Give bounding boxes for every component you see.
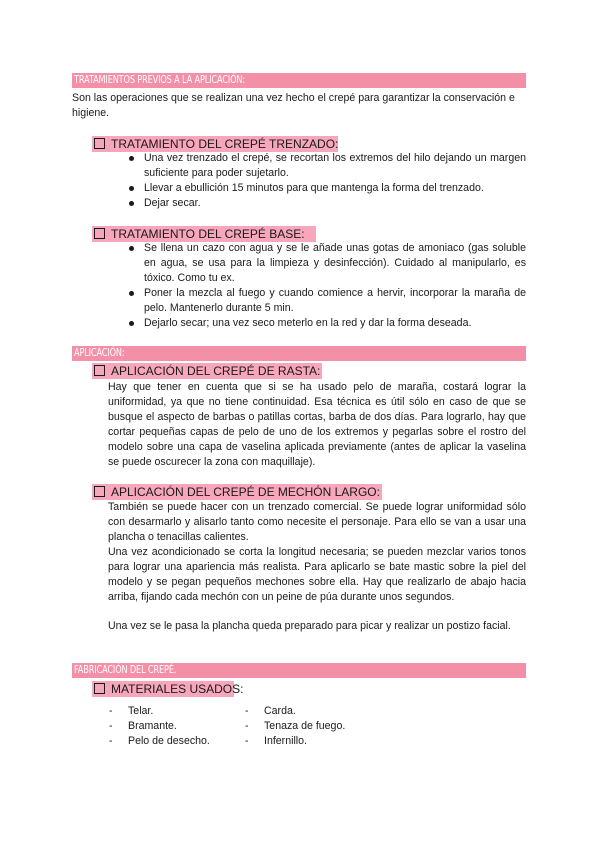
section-header-fabricacion (72, 663, 526, 678)
subheader-title: APLICACIÓN DEL CREPÉ DE MECHÓN LARGO: (111, 485, 380, 499)
section-header-tratamientos (72, 73, 526, 88)
checkbox-icon (94, 683, 105, 694)
list-item: Dejarlo secar; una vez seco meterlo en la red y dar la forma deseada. (128, 316, 526, 331)
subheader-base (92, 226, 316, 242)
list-item: Poner la mezcla al fuego y cuando comience a hervir, incorporar la maraña de pelo. Mantenerlo durante 5 min. (128, 286, 526, 316)
trenzado-list (128, 151, 526, 211)
subheader-title: APLICACIÓN DEL CREPÉ DE RASTA: (111, 364, 321, 378)
subheader-materiales (92, 681, 244, 697)
subheader-title: MATERIALES USADOS: (111, 682, 244, 696)
section-title: TRATAMIENTOS PREVIOS A LA APLICACIÓN: (74, 74, 245, 86)
materiales-column-1 (109, 704, 210, 749)
subheader-mechon (92, 484, 382, 500)
mechon-paragraph-2: Una vez acondicionado se corta la longitud necesaria; se pueden mezclar varios tonos para lograr una apariencia más realista. Para aplicarlo se bate mastic sobre la piel del modelo y se pegan pequeños mechones sobre ella. Hay que realizarlo de abajo hacia arriba, fijando cada mechón con un peine de púa durante unos segundos. (108, 546, 526, 603)
intro-paragraph: Son las operaciones que se realizan una vez hecho el crepé para garantizar la conservación e higiene. (72, 92, 515, 119)
subheader-rasta (92, 363, 322, 379)
list-item: Una vez trenzado el crepé, se recortan los extremos del hilo dejando un margen suficiente para poder sujetarlo. (128, 151, 526, 181)
section-title: FABRICACIÓN DEL CREPÉ. (74, 664, 177, 676)
checkbox-icon (94, 365, 105, 376)
mechon-paragraph-1: También se puede hacer con un trenzado comercial. Se puede lograr uniformidad sólo con desarmarlo y alisarlo tanto como necesite el personaje. Para ello se van a usar una plancha o tenacillas calientes. (108, 501, 526, 543)
list-item: - Carda. (245, 705, 296, 717)
list-item: - Tenaza de fuego. (245, 720, 346, 732)
list-item: Dejar secar. (128, 196, 526, 211)
subheader-title: TRATAMIENTO DEL CREPÉ BASE: (111, 227, 305, 241)
list-item: - Infernillo. (245, 735, 307, 747)
section-title: APLICACIÓN: (74, 347, 125, 359)
section-header-aplicacion (72, 346, 526, 361)
bullet-icon (129, 246, 134, 251)
base-list (128, 241, 526, 331)
subheader-trenzado (92, 136, 338, 152)
bullet-icon (129, 321, 134, 326)
bullet-icon (129, 291, 134, 296)
bullet-icon (129, 201, 134, 206)
list-item: - Telar. (109, 705, 154, 717)
checkbox-icon (94, 486, 105, 497)
mechon-paragraph-3: Una vez se le pasa la plancha queda preparado para picar y realizar un postizo facial. (108, 620, 511, 632)
list-item: - Bramante. (109, 720, 177, 732)
rasta-paragraph: Hay que tener en cuenta que si se ha usado pelo de maraña, costará lograr la uniformidad, ya que no tiene continuidad. Esa técnica es útil sólo en caso de que se busque el aspecto de barbas o patillas cortas, barba de dos días. Para lograrlo, hay que cortar pequeñas capas de pelo de uno de los extremos y pegarlas sobre el rostro del modelo sobre una capa de vaselina aplicada previamente (antes de aplicar la vaselina se puede oscurecer la zona con maquillaje). (108, 381, 526, 468)
bullet-icon (129, 186, 134, 191)
list-item: Se llena un cazo con agua y se le añade unas gotas de amoniaco (gas soluble en agua, se usa para la limpieza y desinfección). Cuidado al manipularlo, es tóxico. Como tu ex. (128, 241, 526, 286)
list-item: - Pelo de desecho. (109, 735, 210, 747)
checkbox-icon (94, 138, 105, 149)
materiales-column-2 (245, 704, 345, 749)
list-item: Llevar a ebullición 15 minutos para que mantenga la forma del trenzado. (128, 181, 526, 196)
subheader-title: TRATAMIENTO DEL CREPÉ TRENZADO: (111, 137, 339, 151)
bullet-icon (129, 156, 134, 161)
checkbox-icon (94, 228, 105, 239)
